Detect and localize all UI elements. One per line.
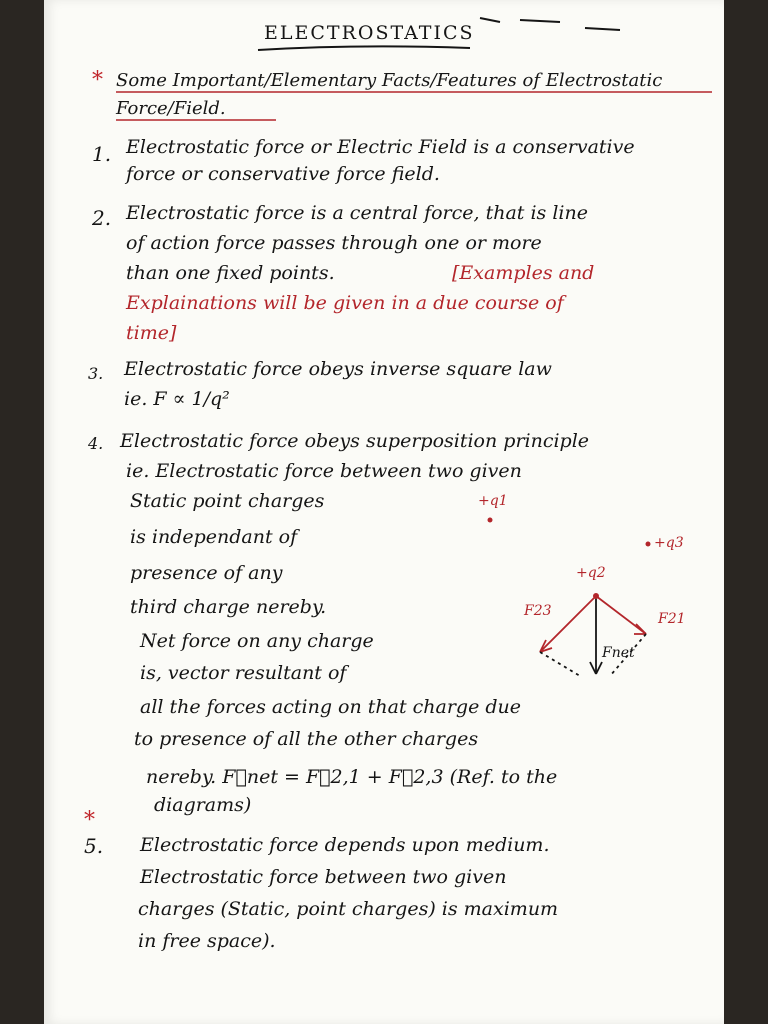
heading-star: * <box>92 68 103 93</box>
point-4-line-4: is independant of <box>130 526 298 548</box>
point-2-note-1: [Examples and <box>452 262 595 284</box>
label-f21: F21 <box>658 611 686 627</box>
point-2-number: 2. <box>92 206 112 230</box>
point-4-line-6: third charge nereby. <box>130 596 327 618</box>
point-2-line-2: of action force passes through one or more <box>126 232 542 254</box>
point-5-line-4: in free space). <box>138 930 276 952</box>
point-5-number: 5. <box>84 834 104 858</box>
heading-line-1: Some Important/Elementary Facts/Features of Electrostatic <box>116 70 663 91</box>
point-5-star: * <box>84 808 95 833</box>
label-fnet: Fnet <box>602 645 635 661</box>
point-1-number: 1. <box>92 142 112 166</box>
point-4-line-12: diagrams) <box>154 794 252 816</box>
page-title: ELECTROSTATICS <box>264 22 475 44</box>
point-4-line-10: to presence of all the other charges <box>134 728 479 750</box>
point-4-line-8: is, vector resultant of <box>140 662 347 684</box>
point-4-line-7: Net force on any charge <box>140 630 374 652</box>
point-4-line-5: presence of any <box>130 562 283 584</box>
point-3-number: 3. <box>88 364 104 383</box>
arrow-f21 <box>596 596 646 634</box>
point-1-line-2: force or conservative force field. <box>126 163 440 185</box>
point-1-line-1: Electrostatic force or Electric Field is a conservative <box>126 136 635 158</box>
charge-q3-dot <box>646 542 651 547</box>
point-5-line-3: charges (Static, point charges) is maximum <box>138 898 559 920</box>
label-q3: +q3 <box>654 535 684 551</box>
point-4-line-9: all the forces acting on that charge due <box>140 696 521 718</box>
point-2-note-3: time] <box>126 322 177 344</box>
point-2-note-2: Explainations will be given in a due course of <box>126 292 564 314</box>
point-5-line-2: Electrostatic force between two given <box>140 866 507 888</box>
point-4-number: 4. <box>88 434 104 453</box>
point-2-line-1: Electrostatic force is a central force, that is line <box>126 202 588 224</box>
point-4-line-2: ie. Electrostatic force between two given <box>126 460 522 482</box>
point-4-line-1: Electrostatic force obeys superposition principle <box>120 430 590 452</box>
charge-q1-dot <box>488 518 493 523</box>
point-4-line-3: Static point charges <box>130 490 325 512</box>
point-2-line-3: than one fixed points. <box>126 262 335 284</box>
point-3-line-2: ie. F ∝ 1/q² <box>124 388 230 410</box>
charge-q2-dot <box>593 593 599 599</box>
label-q2: +q2 <box>576 565 606 581</box>
point-3-line-1: Electrostatic force obeys inverse square law <box>124 358 552 380</box>
label-q1: +q1 <box>478 493 508 509</box>
heading-line-2: Force/Field. <box>116 98 226 119</box>
point-4-line-11: nereby. F⃗net = F⃗2,1 + F⃗2,3 (Ref. to the <box>146 766 558 788</box>
point-5-line-1: Electrostatic force depends upon medium. <box>140 834 550 856</box>
label-f23: F23 <box>524 603 552 619</box>
